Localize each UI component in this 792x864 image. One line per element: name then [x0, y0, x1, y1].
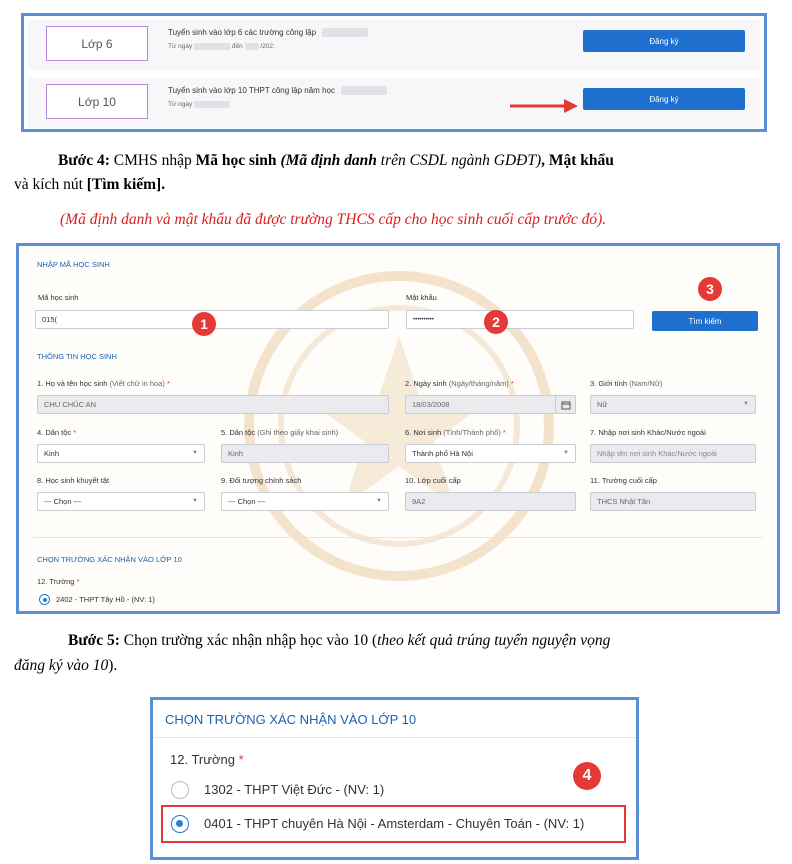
note-text: (Mã định danh và mật khẩu đã được trường THCS cấp cho học sinh cuối cấp trước đó).: [60, 211, 607, 228]
redacted-text: [194, 43, 230, 50]
divider: [153, 737, 636, 738]
required-mark: *: [510, 379, 514, 388]
field-label: 11. Trường cuối cấp: [590, 476, 657, 485]
ethnicity-cert-input[interactable]: Kinh: [221, 444, 389, 463]
redacted-text: [194, 101, 230, 108]
student-code-input[interactable]: 015(: [35, 310, 389, 329]
field-label: 8. Học sinh khuyết tật: [37, 476, 110, 485]
ethnicity-select[interactable]: [37, 444, 205, 463]
callout-badge: 3: [698, 277, 722, 301]
registration-title: Tuyển sinh vào lớp 6 các trường công lập: [168, 28, 317, 37]
required-mark: *: [238, 752, 244, 767]
school-radio[interactable]: [39, 594, 50, 605]
redacted-text: [322, 28, 368, 37]
dob-input[interactable]: [405, 395, 576, 414]
callout-badge: 1: [192, 312, 216, 336]
field-label: 1. Họ và tên học sinh: [37, 379, 108, 388]
birthplace-value: Thành phố Hà Nội: [412, 449, 473, 458]
chevron-down-icon: ▼: [563, 450, 569, 456]
field-label: 3. Giới tính: [590, 379, 628, 388]
chevron-down-icon: ▼: [192, 450, 198, 456]
required-mark: *: [76, 577, 80, 586]
field-hint: (Ngày/tháng/năm): [448, 379, 509, 388]
step4-text: trên CSDL ngành GDĐT): [376, 152, 542, 169]
search-button[interactable]: Tìm kiếm: [652, 311, 758, 331]
password-label: Mật khẩu: [406, 293, 437, 302]
date-from-label: Từ ngày: [168, 101, 193, 109]
school-radio-unselected[interactable]: [171, 781, 189, 799]
step5-paragraph-line2: [14, 655, 117, 677]
disability-value: --- Chọn ---: [44, 497, 82, 506]
step5-text: ).: [108, 657, 118, 674]
step4-paragraph: [14, 150, 778, 172]
registration-row: [28, 78, 760, 128]
choose-school-screenshot: [150, 697, 639, 860]
required-mark: *: [502, 428, 506, 437]
search-form-screenshot: [16, 243, 780, 614]
section-heading: CHỌN TRƯỜNG XÁC NHẬN VÀO LỚP 10: [37, 555, 182, 564]
student-code-label: Mã học sinh: [38, 293, 79, 302]
chevron-down-icon: ▼: [376, 498, 382, 504]
step4-label: Bước 4:: [58, 152, 110, 169]
register-button[interactable]: Đăng ký: [583, 30, 745, 52]
school-radio-selected[interactable]: [171, 815, 189, 833]
disability-select[interactable]: [37, 492, 205, 511]
gender-select[interactable]: [590, 395, 756, 414]
field-label: 4. Dân tộc: [37, 428, 72, 437]
birthplace-other-input[interactable]: Nhập tên nơi sinh Khác/Nước ngoài: [590, 444, 756, 463]
step4-text: và kích nút: [14, 176, 87, 193]
school-option-label[interactable]: 0401 - THPT chuyên Hà Nội - Amsterdam - Chuyên Toán - (NV: 1): [204, 816, 585, 831]
school-option-label[interactable]: 2402 - THPT Tây Hồ - (NV: 1): [56, 595, 155, 604]
grade-label: Lớp 6: [46, 26, 148, 61]
step5-label: Bước 5:: [68, 632, 120, 649]
field-label: 9. Đối tượng chính sách: [221, 476, 302, 485]
step5-text: Chọn trường xác nhận nhập học vào 10 (: [119, 632, 378, 649]
field-hint: (Nam/Nữ): [629, 379, 663, 388]
registration-row: [28, 20, 760, 70]
last-school-input[interactable]: THCS Nhật Tân: [590, 492, 756, 511]
dob-value: 18/03/2008: [412, 400, 450, 409]
field-hint: (Viết chữ in hoa): [109, 379, 165, 388]
section-heading: THÔNG TIN HỌC SINH: [37, 352, 117, 361]
registration-screenshot: [21, 13, 767, 132]
field-label: 12. Trường: [170, 752, 235, 767]
required-mark: *: [73, 428, 77, 437]
required-mark: *: [166, 379, 170, 388]
policy-select[interactable]: [221, 492, 389, 511]
password-input[interactable]: ••••••••••: [406, 310, 634, 329]
step4-text: Mã học sinh: [195, 152, 277, 169]
register-button[interactable]: Đăng ký: [583, 88, 745, 110]
step4-paragraph-line2: [14, 174, 165, 196]
last-class-input[interactable]: 9A2: [405, 492, 576, 511]
redacted-text: [341, 86, 387, 95]
gender-value: Nữ: [597, 400, 608, 409]
field-label: 2. Ngày sinh: [405, 379, 447, 388]
date-from-label: Từ ngày: [168, 43, 193, 51]
date-to-label: đến: [231, 43, 243, 51]
full-name-input[interactable]: CHU CHÚC AN: [37, 395, 389, 414]
chevron-down-icon: ▼: [192, 498, 198, 504]
field-hint: (Ghi theo giấy khai sinh): [257, 428, 339, 437]
field-label: 5. Dân tộc: [221, 428, 256, 437]
step4-text: [Tìm kiếm].: [86, 176, 166, 193]
redacted-text: [245, 43, 259, 50]
callout-badge: 4: [573, 762, 601, 790]
callout-badge: 2: [484, 310, 508, 334]
section-heading: CHỌN TRƯỜNG XÁC NHẬN VÀO LỚP 10: [165, 712, 417, 727]
field-label: 10. Lớp cuối cấp: [405, 476, 461, 485]
arrow-right-icon: [508, 96, 580, 116]
step4-text: (Mã định danh: [276, 152, 377, 169]
birthplace-select[interactable]: [405, 444, 576, 463]
step4-text: , Mật khẩu: [541, 152, 614, 169]
divider: [33, 537, 763, 538]
policy-value: --- Chọn ---: [228, 497, 266, 506]
registration-title: Tuyển sinh vào lớp 10 THPT công lập năm học: [168, 86, 335, 95]
field-hint: (Tỉnh/Thành phố): [443, 428, 501, 437]
calendar-icon[interactable]: [555, 396, 575, 413]
school-option-label[interactable]: 1302 - THPT Việt Đức - (NV: 1): [204, 782, 385, 797]
field-label: 6. Nơi sinh: [405, 428, 442, 437]
section-heading: NHẬP MÃ HỌC SINH: [37, 260, 110, 269]
grade-label: Lớp 10: [46, 84, 148, 119]
ethnicity-value: Kinh: [44, 449, 60, 458]
step5-text: theo kết quả trúng tuyển nguyện vọng: [377, 632, 611, 649]
step5-paragraph: [14, 630, 778, 652]
chevron-down-icon: ▼: [743, 401, 749, 407]
date-to-value: /202:: [260, 43, 275, 51]
radio-dot-icon: [43, 598, 47, 602]
field-label: 7. Nhập nơi sinh Khác/Nước ngoài: [590, 428, 706, 437]
step4-text: CMHS nhập: [109, 152, 196, 169]
radio-dot-icon: [176, 820, 183, 827]
field-label: 12. Trường: [37, 577, 75, 586]
step5-text: đăng ký vào 10: [14, 657, 109, 674]
